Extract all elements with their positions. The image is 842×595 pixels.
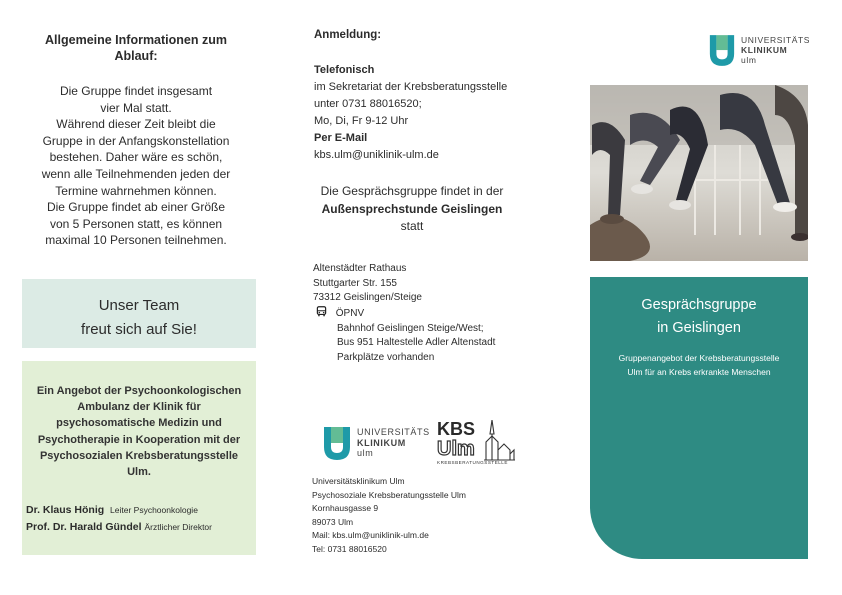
offer-line: psychosomatische Medizin und	[56, 417, 222, 430]
signature-name: Dr. Klaus Hönig	[26, 504, 105, 516]
info-heading-line: Ablauf:	[114, 49, 158, 63]
info-line: Die Gruppe findet ab einer Größe	[46, 200, 226, 215]
kbs-logo-text: KREBSBERATUNGSSTELLE	[437, 460, 508, 465]
info-line: maximal 10 Personen teilnehmen.	[45, 233, 227, 248]
uniklinik-mark-icon	[322, 427, 352, 461]
location-line: Die Gesprächsgruppe findet in der	[320, 184, 504, 198]
logo-text: UNIVERSITÄTS	[741, 35, 811, 45]
logo-text: ulm	[357, 448, 374, 458]
team-line: Unser Team	[98, 297, 180, 314]
offer-line: Ambulanz der Klinik für	[77, 401, 201, 414]
location-intro	[306, 183, 518, 236]
info-line: von 5 Personen statt, es können	[49, 216, 223, 231]
info-line: Termine wahrnehmen können.	[55, 183, 217, 198]
uniklinik-logo	[322, 427, 430, 461]
address-line: 73312 Geislingen/Steige	[313, 292, 422, 303]
kbs-logo-text: KBS	[437, 419, 476, 439]
uniklinik-mark-icon	[708, 35, 736, 67]
info-line: Während dieser Zeit bleibt die	[56, 117, 216, 132]
transport-block	[316, 306, 495, 365]
offer-line: Psychotherapie in Kooperation mit der	[37, 433, 241, 446]
location-line: statt	[400, 219, 424, 233]
info-paragraph	[22, 83, 250, 249]
transport-line: Bus 951 Haltestelle Adler Altenstadt	[337, 337, 496, 348]
footer-line: Psychosoziale Krebsberatungsstelle Ulm	[312, 489, 467, 500]
group-photo	[590, 85, 808, 261]
address-line: Altenstädter Rathaus	[313, 263, 407, 274]
signature-guendel	[26, 521, 212, 533]
uniklinik-logo-top	[708, 35, 810, 67]
office-hours: Mo, Di, Fr 9-12 Uhr	[314, 115, 409, 127]
info-line: Die Gruppe findet insgesamt	[59, 84, 213, 98]
phone-label: Telefonisch	[314, 64, 375, 76]
footer-address	[312, 475, 466, 557]
transport-line: Bahnhof Geislingen Steige/West;	[337, 322, 484, 334]
team-box	[22, 279, 256, 348]
venue-address	[313, 262, 422, 306]
registration-heading: Anmeldung:	[314, 29, 382, 41]
footer-line: Kornhausgasse 9	[312, 503, 379, 514]
minster-icon	[482, 420, 516, 462]
footer-line: 89073 Ulm	[312, 516, 354, 527]
cover-subtitle-line: Gruppenangebot der Krebsberatungsstelle	[618, 353, 780, 363]
signature-role: Leiter Psychoonkologie	[110, 505, 198, 515]
info-line: Gruppe in der Anfangskonstellation	[42, 133, 230, 148]
cover-title-line: Gesprächsgruppe	[641, 297, 757, 313]
logo-text: ulm	[741, 55, 757, 65]
logo-text: UNIVERSITÄTS	[357, 427, 430, 437]
info-line: wenn alle Teilnehmenden jeden der	[41, 166, 231, 181]
transport-label: ÖPNV	[335, 308, 365, 319]
offer-line: Psychosozialen Krebsberatungsstelle	[39, 449, 239, 462]
footer-phone: Tel: 0731 88016520	[312, 543, 387, 554]
offer-line: Ulm.	[127, 466, 151, 479]
email-label: Per E-Mail	[314, 132, 368, 144]
info-heading	[22, 32, 250, 64]
contact-line: im Sekretariat der Krebsberatungsstelle	[314, 81, 508, 93]
address-line: Stuttgarter Str. 155	[313, 277, 397, 289]
info-heading-line: Allgemeine Informationen zum	[45, 33, 227, 47]
signature-name: Prof. Dr. Harald Gündel	[26, 521, 142, 533]
footer-line: Universitätsklinikum Ulm	[312, 476, 405, 486]
signature-role: Ärztlicher Direktor	[144, 522, 212, 532]
email-link[interactable]: kbs.ulm@uniklinik-ulm.de	[314, 149, 439, 161]
signature-hoenig	[26, 504, 198, 516]
cover-subtitle-line: Ulm für an Krebs erkrankte Menschen	[627, 367, 771, 377]
offer-box	[22, 361, 256, 555]
offer-line: Ein Angebot der Psychoonkologischen	[36, 385, 242, 397]
kbs-logo-text: Ulm	[437, 438, 475, 460]
footer-email[interactable]: Mail: kbs.ulm@uniklinik-ulm.de	[312, 530, 429, 541]
transport-line: Parkplätze vorhanden	[337, 351, 435, 363]
info-line: bestehen. Daher wäre es schön,	[49, 150, 223, 165]
cover-title-line: in Geislingen	[657, 320, 741, 336]
group-photo-image	[590, 85, 808, 261]
bus-icon	[316, 306, 327, 317]
logo-text: KLINIKUM	[741, 45, 788, 55]
location-name: Außensprechstunde Geislingen	[321, 201, 503, 216]
contact-block	[314, 62, 507, 164]
logo-text: KLINIKUM	[357, 437, 406, 448]
info-line: vier Mal statt.	[100, 100, 172, 115]
phone-number: unter 0731 88016520;	[314, 98, 422, 110]
cover-panel	[590, 277, 808, 559]
kbs-logo	[437, 419, 517, 469]
team-line: freut sich auf Sie!	[81, 321, 197, 338]
